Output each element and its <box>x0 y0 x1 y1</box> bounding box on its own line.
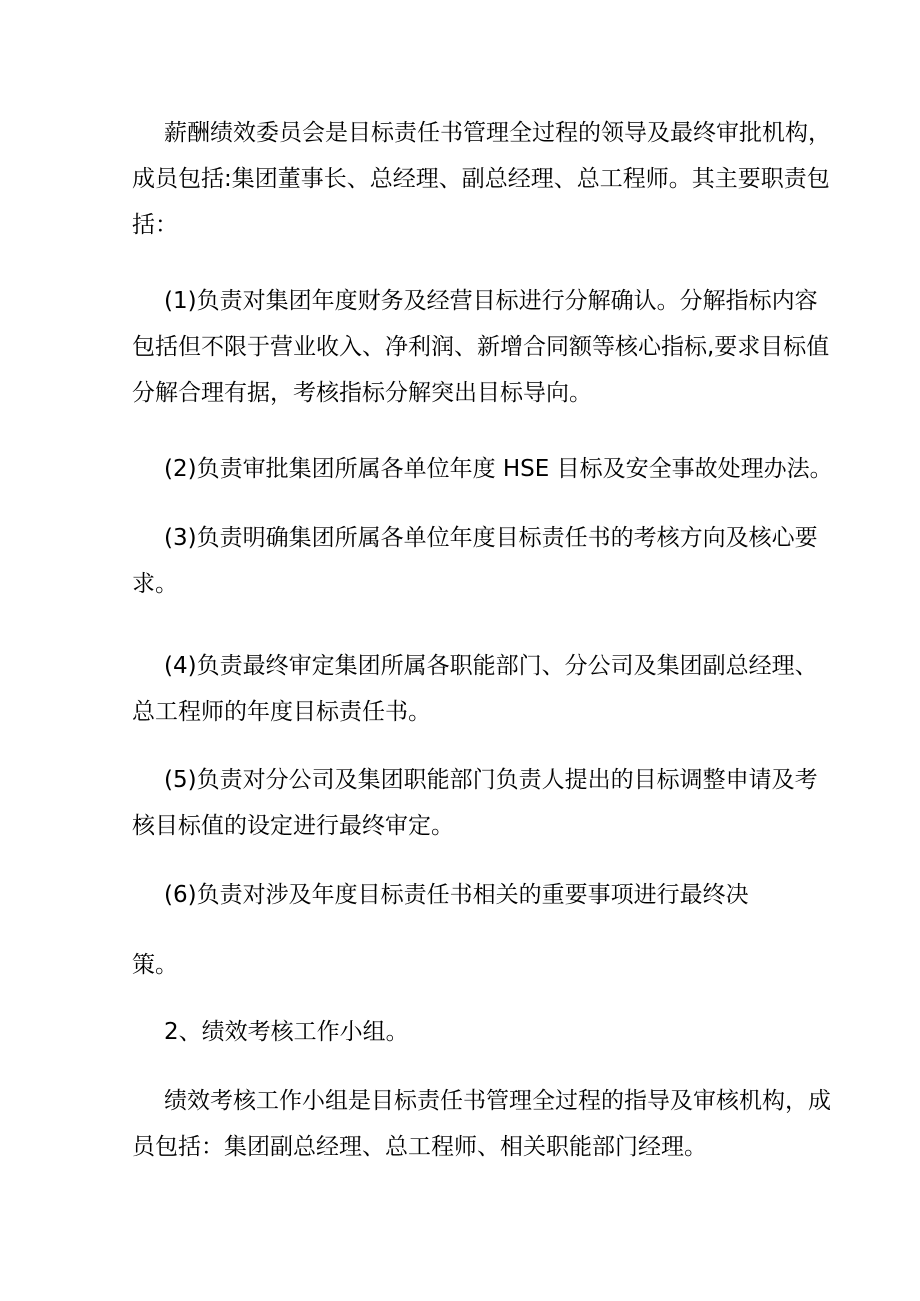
text-line: 2、绩效考核工作小组。 <box>164 1019 409 1045</box>
text-line: 分解合理有据，考核指标分解突出目标导向。 <box>132 380 592 406</box>
duty-item-3 <box>132 515 818 607</box>
text-line: (6)负责对涉及年度目标责任书相关的重要事项进行最终决 <box>164 882 749 908</box>
duty-item-1 <box>132 278 830 416</box>
text-line: 包括但不限于营业收入、净利润、新增合同额等核心指标,要求目标值 <box>132 334 830 360</box>
text-line: (2)负责审批集团所属各单位年度 HSE 目标及安全事故处理办法。 <box>164 456 833 482</box>
text-line: 绩效考核工作小组是目标责任书管理全过程的指导及审核机构，成 <box>164 1088 831 1114</box>
text-line: 薪酬绩效委员会是目标责任书管理全过程的领导及最终审批机构， <box>164 120 831 146</box>
text-line: (3)负责明确集团所属各单位年度目标责任书的考核方向及核心要 <box>164 525 818 551</box>
text-line: (1)负责对集团年度财务及经营目标进行分解确认。分解指标内容 <box>164 288 818 314</box>
duty-item-4 <box>132 643 818 735</box>
committee-intro-paragraph <box>132 110 831 248</box>
text-line: 策。 <box>132 952 178 978</box>
text-line: 员包括：集团副总经理、总工程师、相关职能部门经理。 <box>132 1134 707 1160</box>
text-line: 成员包括:集团董事长、总经理、副总经理、总工程师。其主要职责包 <box>132 166 830 192</box>
text-line: 核目标值的设定进行最终审定。 <box>132 813 454 839</box>
text-line: 总工程师的年度目标责任书。 <box>132 699 431 725</box>
text-line: 求。 <box>132 571 178 597</box>
duty-item-6 <box>132 872 812 988</box>
working-group-paragraph <box>132 1078 831 1170</box>
section-heading-2 <box>132 1009 812 1055</box>
text-line: 括： <box>132 212 178 238</box>
duty-item-2 <box>132 446 833 492</box>
text-line: (5)负责对分公司及集团职能部门负责人提出的目标调整申请及考 <box>164 767 818 793</box>
text-line: (4)负责最终审定集团所属各职能部门、分公司及集团副总经理、 <box>164 653 818 679</box>
duty-item-5 <box>132 757 818 849</box>
